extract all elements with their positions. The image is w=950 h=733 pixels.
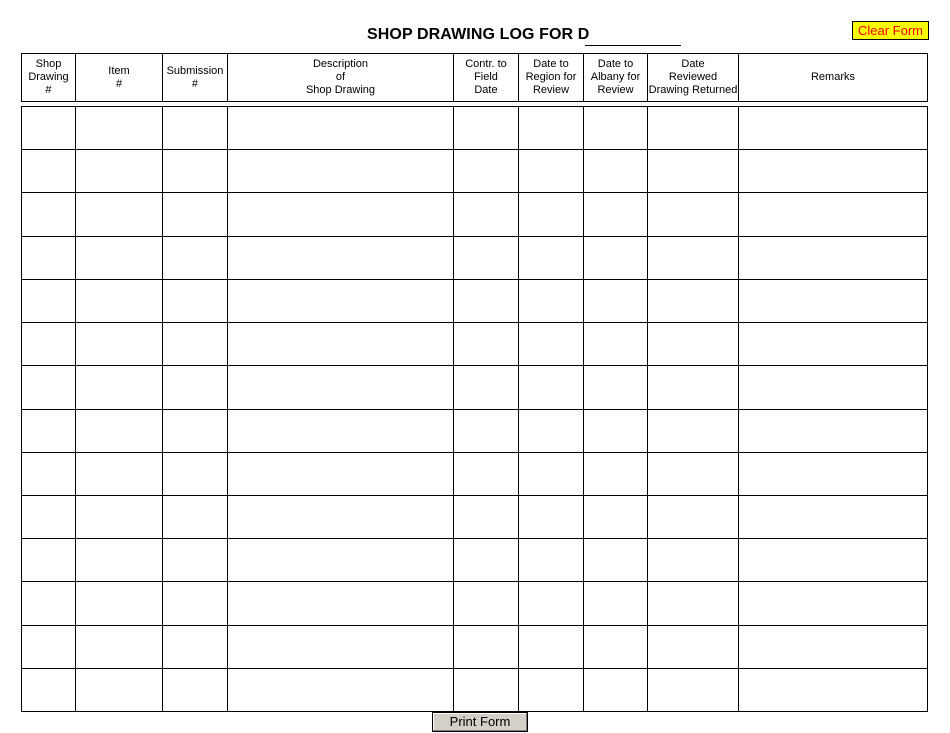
description-input[interactable] — [228, 669, 453, 711]
remarks-input[interactable] — [739, 323, 927, 365]
date-reviewed-input[interactable] — [648, 193, 738, 235]
date-reviewed-input[interactable] — [648, 669, 738, 711]
date-to-albany-input[interactable] — [584, 626, 647, 668]
table-cell-date-to-albany — [584, 280, 648, 322]
table-cell-item-number — [76, 496, 163, 538]
page-title: SHOP DRAWING LOG FOR D — [367, 26, 590, 43]
table-cell-item-number — [76, 280, 163, 322]
item-number-input[interactable] — [76, 496, 162, 538]
date-reviewed-input[interactable] — [648, 626, 738, 668]
table-cell-contr-to-field-date — [454, 107, 519, 149]
contr-to-field-date-input[interactable] — [454, 496, 518, 538]
table-cell-date-to-region — [519, 280, 584, 322]
contr-to-field-date-input[interactable] — [454, 669, 518, 711]
description-input[interactable] — [228, 453, 453, 495]
table-cell-description — [228, 669, 454, 711]
contr-to-field-date-input[interactable] — [454, 323, 518, 365]
table-cell-description — [228, 496, 454, 538]
table-cell-date-to-albany — [584, 582, 648, 624]
submission-number-input[interactable] — [163, 280, 227, 322]
description-input[interactable] — [228, 582, 453, 624]
table-cell-date-to-albany — [584, 237, 648, 279]
contr-to-field-date-input[interactable] — [454, 410, 518, 452]
table-row — [22, 669, 927, 711]
item-number-input[interactable] — [76, 582, 162, 624]
table-cell-date-to-region — [519, 626, 584, 668]
contr-to-field-date-input[interactable] — [454, 582, 518, 624]
submission-number-input[interactable] — [163, 669, 227, 711]
submission-number-input[interactable] — [163, 323, 227, 365]
column-header-date-reviewed: Date Reviewed Drawing Returned — [648, 54, 739, 101]
date-to-region-input[interactable] — [519, 410, 583, 452]
table-cell-date-to-albany — [584, 150, 648, 192]
table-cell-item-number — [76, 582, 163, 624]
submission-number-input[interactable] — [163, 366, 227, 408]
table-row — [22, 453, 927, 496]
shop-drawing-number-input[interactable] — [22, 193, 75, 235]
table-cell-remarks — [739, 626, 927, 668]
shop-drawing-number-input[interactable] — [22, 237, 75, 279]
table-cell-remarks — [739, 453, 927, 495]
table-cell-shop-drawing-number — [22, 669, 76, 711]
shop-drawing-number-input[interactable] — [22, 626, 75, 668]
contr-to-field-date-input[interactable] — [454, 237, 518, 279]
table-cell-description — [228, 280, 454, 322]
column-header-submission: Submission # — [163, 54, 228, 101]
description-input[interactable] — [228, 410, 453, 452]
shop-drawing-number-input[interactable] — [22, 453, 75, 495]
table-cell-shop-drawing-number — [22, 237, 76, 279]
table-cell-shop-drawing-number — [22, 453, 76, 495]
table-cell-submission-number — [163, 539, 228, 581]
description-input[interactable] — [228, 539, 453, 581]
table-cell-description — [228, 582, 454, 624]
table-cell-date-to-region — [519, 323, 584, 365]
table-cell-submission-number — [163, 323, 228, 365]
table-cell-date-reviewed — [648, 669, 739, 711]
table-cell-shop-drawing-number — [22, 410, 76, 452]
table-cell-description — [228, 193, 454, 235]
table-cell-item-number — [76, 150, 163, 192]
shop-drawing-number-input[interactable] — [22, 410, 75, 452]
table-cell-date-to-albany — [584, 669, 648, 711]
date-reviewed-input[interactable] — [648, 539, 738, 581]
table-cell-item-number — [76, 366, 163, 408]
submission-number-input[interactable] — [163, 410, 227, 452]
table-row — [22, 237, 927, 280]
remarks-input[interactable] — [739, 193, 927, 235]
table-cell-contr-to-field-date — [454, 669, 519, 711]
table-cell-description — [228, 323, 454, 365]
submission-number-input[interactable] — [163, 150, 227, 192]
table-row — [22, 496, 927, 539]
table-cell-description — [228, 107, 454, 149]
table-cell-description — [228, 237, 454, 279]
table-cell-remarks — [739, 280, 927, 322]
table-cell-submission-number — [163, 366, 228, 408]
date-to-albany-input[interactable] — [584, 366, 647, 408]
table-cell-item-number — [76, 626, 163, 668]
shop-drawing-number-input[interactable] — [22, 582, 75, 624]
description-input[interactable] — [228, 366, 453, 408]
table-cell-submission-number — [163, 626, 228, 668]
table-cell-remarks — [739, 107, 927, 149]
date-to-albany-input[interactable] — [584, 669, 647, 711]
date-to-albany-input[interactable] — [584, 107, 647, 149]
column-header-date-to-albany: Date to Albany for Review — [584, 54, 648, 101]
table-cell-submission-number — [163, 453, 228, 495]
table-cell-date-to-region — [519, 150, 584, 192]
table-cell-item-number — [76, 193, 163, 235]
shop-drawing-number-input[interactable] — [22, 496, 75, 538]
table-cell-shop-drawing-number — [22, 582, 76, 624]
table-cell-item-number — [76, 410, 163, 452]
description-input[interactable] — [228, 496, 453, 538]
table-cell-date-reviewed — [648, 539, 739, 581]
table-cell-description — [228, 626, 454, 668]
table-cell-remarks — [739, 323, 927, 365]
table-cell-description — [228, 453, 454, 495]
remarks-input[interactable] — [739, 366, 927, 408]
remarks-input[interactable] — [739, 496, 927, 538]
table-cell-contr-to-field-date — [454, 582, 519, 624]
item-number-input[interactable] — [76, 539, 162, 581]
table-cell-remarks — [739, 150, 927, 192]
table-cell-item-number — [76, 669, 163, 711]
date-to-region-input[interactable] — [519, 280, 583, 322]
table-cell-remarks — [739, 193, 927, 235]
contr-to-field-date-input[interactable] — [454, 150, 518, 192]
table-cell-item-number — [76, 539, 163, 581]
table-cell-contr-to-field-date — [454, 150, 519, 192]
shop-drawing-number-input[interactable] — [22, 539, 75, 581]
description-input[interactable] — [228, 237, 453, 279]
table-row — [22, 582, 927, 625]
contr-to-field-date-input[interactable] — [454, 539, 518, 581]
remarks-input[interactable] — [739, 539, 927, 581]
table-cell-date-to-region — [519, 410, 584, 452]
table-row — [22, 410, 927, 453]
table-cell-remarks — [739, 669, 927, 711]
table-cell-contr-to-field-date — [454, 453, 519, 495]
table-cell-contr-to-field-date — [454, 237, 519, 279]
table-cell-remarks — [739, 496, 927, 538]
table-cell-item-number — [76, 323, 163, 365]
table-cell-contr-to-field-date — [454, 626, 519, 668]
date-reviewed-input[interactable] — [648, 496, 738, 538]
table-cell-date-reviewed — [648, 150, 739, 192]
submission-number-input[interactable] — [163, 539, 227, 581]
table-cell-description — [228, 150, 454, 192]
table-header — [21, 53, 928, 102]
table-cell-date-to-albany — [584, 107, 648, 149]
table-cell-date-to-region — [519, 237, 584, 279]
submission-number-input[interactable] — [163, 496, 227, 538]
remarks-input[interactable] — [739, 237, 927, 279]
item-number-input[interactable] — [76, 280, 162, 322]
submission-number-input[interactable] — [163, 582, 227, 624]
date-reviewed-input[interactable] — [648, 280, 738, 322]
remarks-input[interactable] — [739, 280, 927, 322]
date-to-albany-input[interactable] — [584, 496, 647, 538]
date-to-albany-input[interactable] — [584, 150, 647, 192]
date-to-albany-input[interactable] — [584, 539, 647, 581]
remarks-input[interactable] — [739, 669, 927, 711]
shop-drawing-number-input[interactable] — [22, 669, 75, 711]
table-cell-date-to-region — [519, 193, 584, 235]
contr-to-field-date-input[interactable] — [454, 280, 518, 322]
table-cell-date-to-region — [519, 539, 584, 581]
table-cell-submission-number — [163, 280, 228, 322]
table-cell-date-reviewed — [648, 582, 739, 624]
item-number-input[interactable] — [76, 107, 162, 149]
table-cell-date-to-albany — [584, 496, 648, 538]
table-cell-description — [228, 410, 454, 452]
table-row — [22, 626, 927, 669]
table-cell-submission-number — [163, 150, 228, 192]
table-cell-submission-number — [163, 410, 228, 452]
date-to-region-input[interactable] — [519, 237, 583, 279]
clear-form-button[interactable]: Clear Form — [852, 21, 929, 40]
table-cell-date-to-albany — [584, 410, 648, 452]
submission-number-input[interactable] — [163, 193, 227, 235]
item-number-input[interactable] — [76, 193, 162, 235]
item-number-input[interactable] — [76, 626, 162, 668]
item-number-input[interactable] — [76, 669, 162, 711]
item-number-input[interactable] — [76, 323, 162, 365]
column-header-remarks: Remarks — [810, 71, 855, 83]
column-header-shop-drawing: Shop Drawing # — [22, 54, 76, 101]
table-cell-date-to-region — [519, 107, 584, 149]
column-header-date-to-region: Date to Region for Review — [519, 54, 584, 101]
submission-number-input[interactable] — [163, 453, 227, 495]
table-cell-contr-to-field-date — [454, 366, 519, 408]
table-row — [22, 539, 927, 582]
date-to-region-input[interactable] — [519, 669, 583, 711]
table-cell-date-to-albany — [584, 539, 648, 581]
contr-to-field-date-input[interactable] — [454, 366, 518, 408]
table-row — [22, 107, 927, 150]
table-cell-item-number — [76, 453, 163, 495]
table-cell-remarks — [739, 410, 927, 452]
table-cell-date-to-region — [519, 496, 584, 538]
table-cell-submission-number — [163, 669, 228, 711]
remarks-input[interactable] — [739, 150, 927, 192]
date-to-albany-input[interactable] — [584, 237, 647, 279]
table-cell-description — [228, 366, 454, 408]
table-cell-description — [228, 539, 454, 581]
description-input[interactable] — [228, 626, 453, 668]
table-cell-submission-number — [163, 107, 228, 149]
district-field[interactable] — [585, 29, 681, 46]
table-cell-date-to-region — [519, 453, 584, 495]
table-cell-contr-to-field-date — [454, 323, 519, 365]
remarks-input[interactable] — [739, 107, 927, 149]
contr-to-field-date-input[interactable] — [454, 193, 518, 235]
table-cell-shop-drawing-number — [22, 366, 76, 408]
table-row — [22, 323, 927, 366]
remarks-input[interactable] — [739, 626, 927, 668]
date-to-region-input[interactable] — [519, 150, 583, 192]
table-cell-shop-drawing-number — [22, 539, 76, 581]
date-to-albany-input[interactable] — [584, 582, 647, 624]
column-header-contr-to-field-date: Contr. to Field Date — [454, 54, 519, 101]
table-row — [22, 193, 927, 236]
table-cell-remarks — [739, 539, 927, 581]
table-cell-remarks — [739, 366, 927, 408]
table-cell-item-number — [76, 107, 163, 149]
table-cell-contr-to-field-date — [454, 539, 519, 581]
date-reviewed-input[interactable] — [648, 323, 738, 365]
item-number-input[interactable] — [76, 453, 162, 495]
date-to-region-input[interactable] — [519, 453, 583, 495]
table-cell-date-reviewed — [648, 626, 739, 668]
date-to-region-input[interactable] — [519, 582, 583, 624]
table-cell-contr-to-field-date — [454, 280, 519, 322]
date-to-albany-input[interactable] — [584, 193, 647, 235]
table-cell-date-to-region — [519, 669, 584, 711]
description-input[interactable] — [228, 280, 453, 322]
date-to-region-input[interactable] — [519, 366, 583, 408]
submission-number-input[interactable] — [163, 107, 227, 149]
table-cell-remarks — [739, 237, 927, 279]
contr-to-field-date-input[interactable] — [454, 453, 518, 495]
item-number-input[interactable] — [76, 150, 162, 192]
table-cell-contr-to-field-date — [454, 496, 519, 538]
table-cell-shop-drawing-number — [22, 193, 76, 235]
date-to-albany-input[interactable] — [584, 453, 647, 495]
description-input[interactable] — [228, 323, 453, 365]
table-cell-date-reviewed — [648, 280, 739, 322]
date-to-albany-input[interactable] — [584, 323, 647, 365]
table-cell-date-reviewed — [648, 496, 739, 538]
table-cell-date-reviewed — [648, 366, 739, 408]
remarks-input[interactable] — [739, 453, 927, 495]
table-cell-submission-number — [163, 582, 228, 624]
table-cell-submission-number — [163, 193, 228, 235]
print-form-button[interactable]: Print Form — [432, 712, 528, 732]
table-cell-remarks — [739, 582, 927, 624]
remarks-input[interactable] — [739, 582, 927, 624]
date-reviewed-input[interactable] — [648, 150, 738, 192]
table-cell-date-reviewed — [648, 323, 739, 365]
table-cell-date-to-albany — [584, 323, 648, 365]
table-row — [22, 150, 927, 193]
table-cell-shop-drawing-number — [22, 280, 76, 322]
shop-drawing-number-input[interactable] — [22, 280, 75, 322]
table-cell-date-to-albany — [584, 626, 648, 668]
submission-number-input[interactable] — [163, 237, 227, 279]
log-table-body — [21, 106, 928, 712]
date-to-region-input[interactable] — [519, 193, 583, 235]
date-to-region-input[interactable] — [519, 539, 583, 581]
table-row — [22, 280, 927, 323]
contr-to-field-date-input[interactable] — [454, 107, 518, 149]
table-cell-date-to-region — [519, 582, 584, 624]
table-cell-submission-number — [163, 496, 228, 538]
date-reviewed-input[interactable] — [648, 410, 738, 452]
date-to-albany-input[interactable] — [584, 280, 647, 322]
remarks-input[interactable] — [739, 410, 927, 452]
description-input[interactable] — [228, 150, 453, 192]
submission-number-input[interactable] — [163, 626, 227, 668]
table-row — [22, 366, 927, 409]
description-input[interactable] — [228, 107, 453, 149]
date-reviewed-input[interactable] — [648, 237, 738, 279]
column-header-item: Item # — [76, 54, 163, 101]
table-cell-date-to-albany — [584, 366, 648, 408]
date-reviewed-input[interactable] — [648, 453, 738, 495]
table-cell-submission-number — [163, 237, 228, 279]
date-to-region-input[interactable] — [519, 626, 583, 668]
shop-drawing-number-input[interactable] — [22, 150, 75, 192]
shop-drawing-number-input[interactable] — [22, 323, 75, 365]
table-cell-date-reviewed — [648, 410, 739, 452]
table-cell-shop-drawing-number — [22, 150, 76, 192]
column-header-description: Description of Shop Drawing — [228, 54, 454, 101]
table-cell-contr-to-field-date — [454, 193, 519, 235]
table-cell-date-to-albany — [584, 453, 648, 495]
table-cell-date-to-region — [519, 366, 584, 408]
table-cell-contr-to-field-date — [454, 410, 519, 452]
contr-to-field-date-input[interactable] — [454, 626, 518, 668]
item-number-input[interactable] — [76, 410, 162, 452]
item-number-input[interactable] — [76, 366, 162, 408]
date-to-region-input[interactable] — [519, 107, 583, 149]
shop-drawing-number-input[interactable] — [22, 366, 75, 408]
item-number-input[interactable] — [76, 237, 162, 279]
date-to-region-input[interactable] — [519, 496, 583, 538]
table-cell-date-reviewed — [648, 237, 739, 279]
shop-drawing-number-input[interactable] — [22, 107, 75, 149]
description-input[interactable] — [228, 193, 453, 235]
table-cell-item-number — [76, 237, 163, 279]
table-cell-date-to-albany — [584, 193, 648, 235]
date-reviewed-input[interactable] — [648, 582, 738, 624]
table-cell-date-reviewed — [648, 453, 739, 495]
date-to-albany-input[interactable] — [584, 410, 647, 452]
table-cell-date-reviewed — [648, 193, 739, 235]
table-cell-shop-drawing-number — [22, 323, 76, 365]
date-reviewed-input[interactable] — [648, 107, 738, 149]
title-bar — [0, 26, 950, 48]
table-cell-shop-drawing-number — [22, 107, 76, 149]
table-cell-date-reviewed — [648, 107, 739, 149]
table-cell-shop-drawing-number — [22, 626, 76, 668]
table-cell-shop-drawing-number — [22, 496, 76, 538]
date-reviewed-input[interactable] — [648, 366, 738, 408]
date-to-region-input[interactable] — [519, 323, 583, 365]
